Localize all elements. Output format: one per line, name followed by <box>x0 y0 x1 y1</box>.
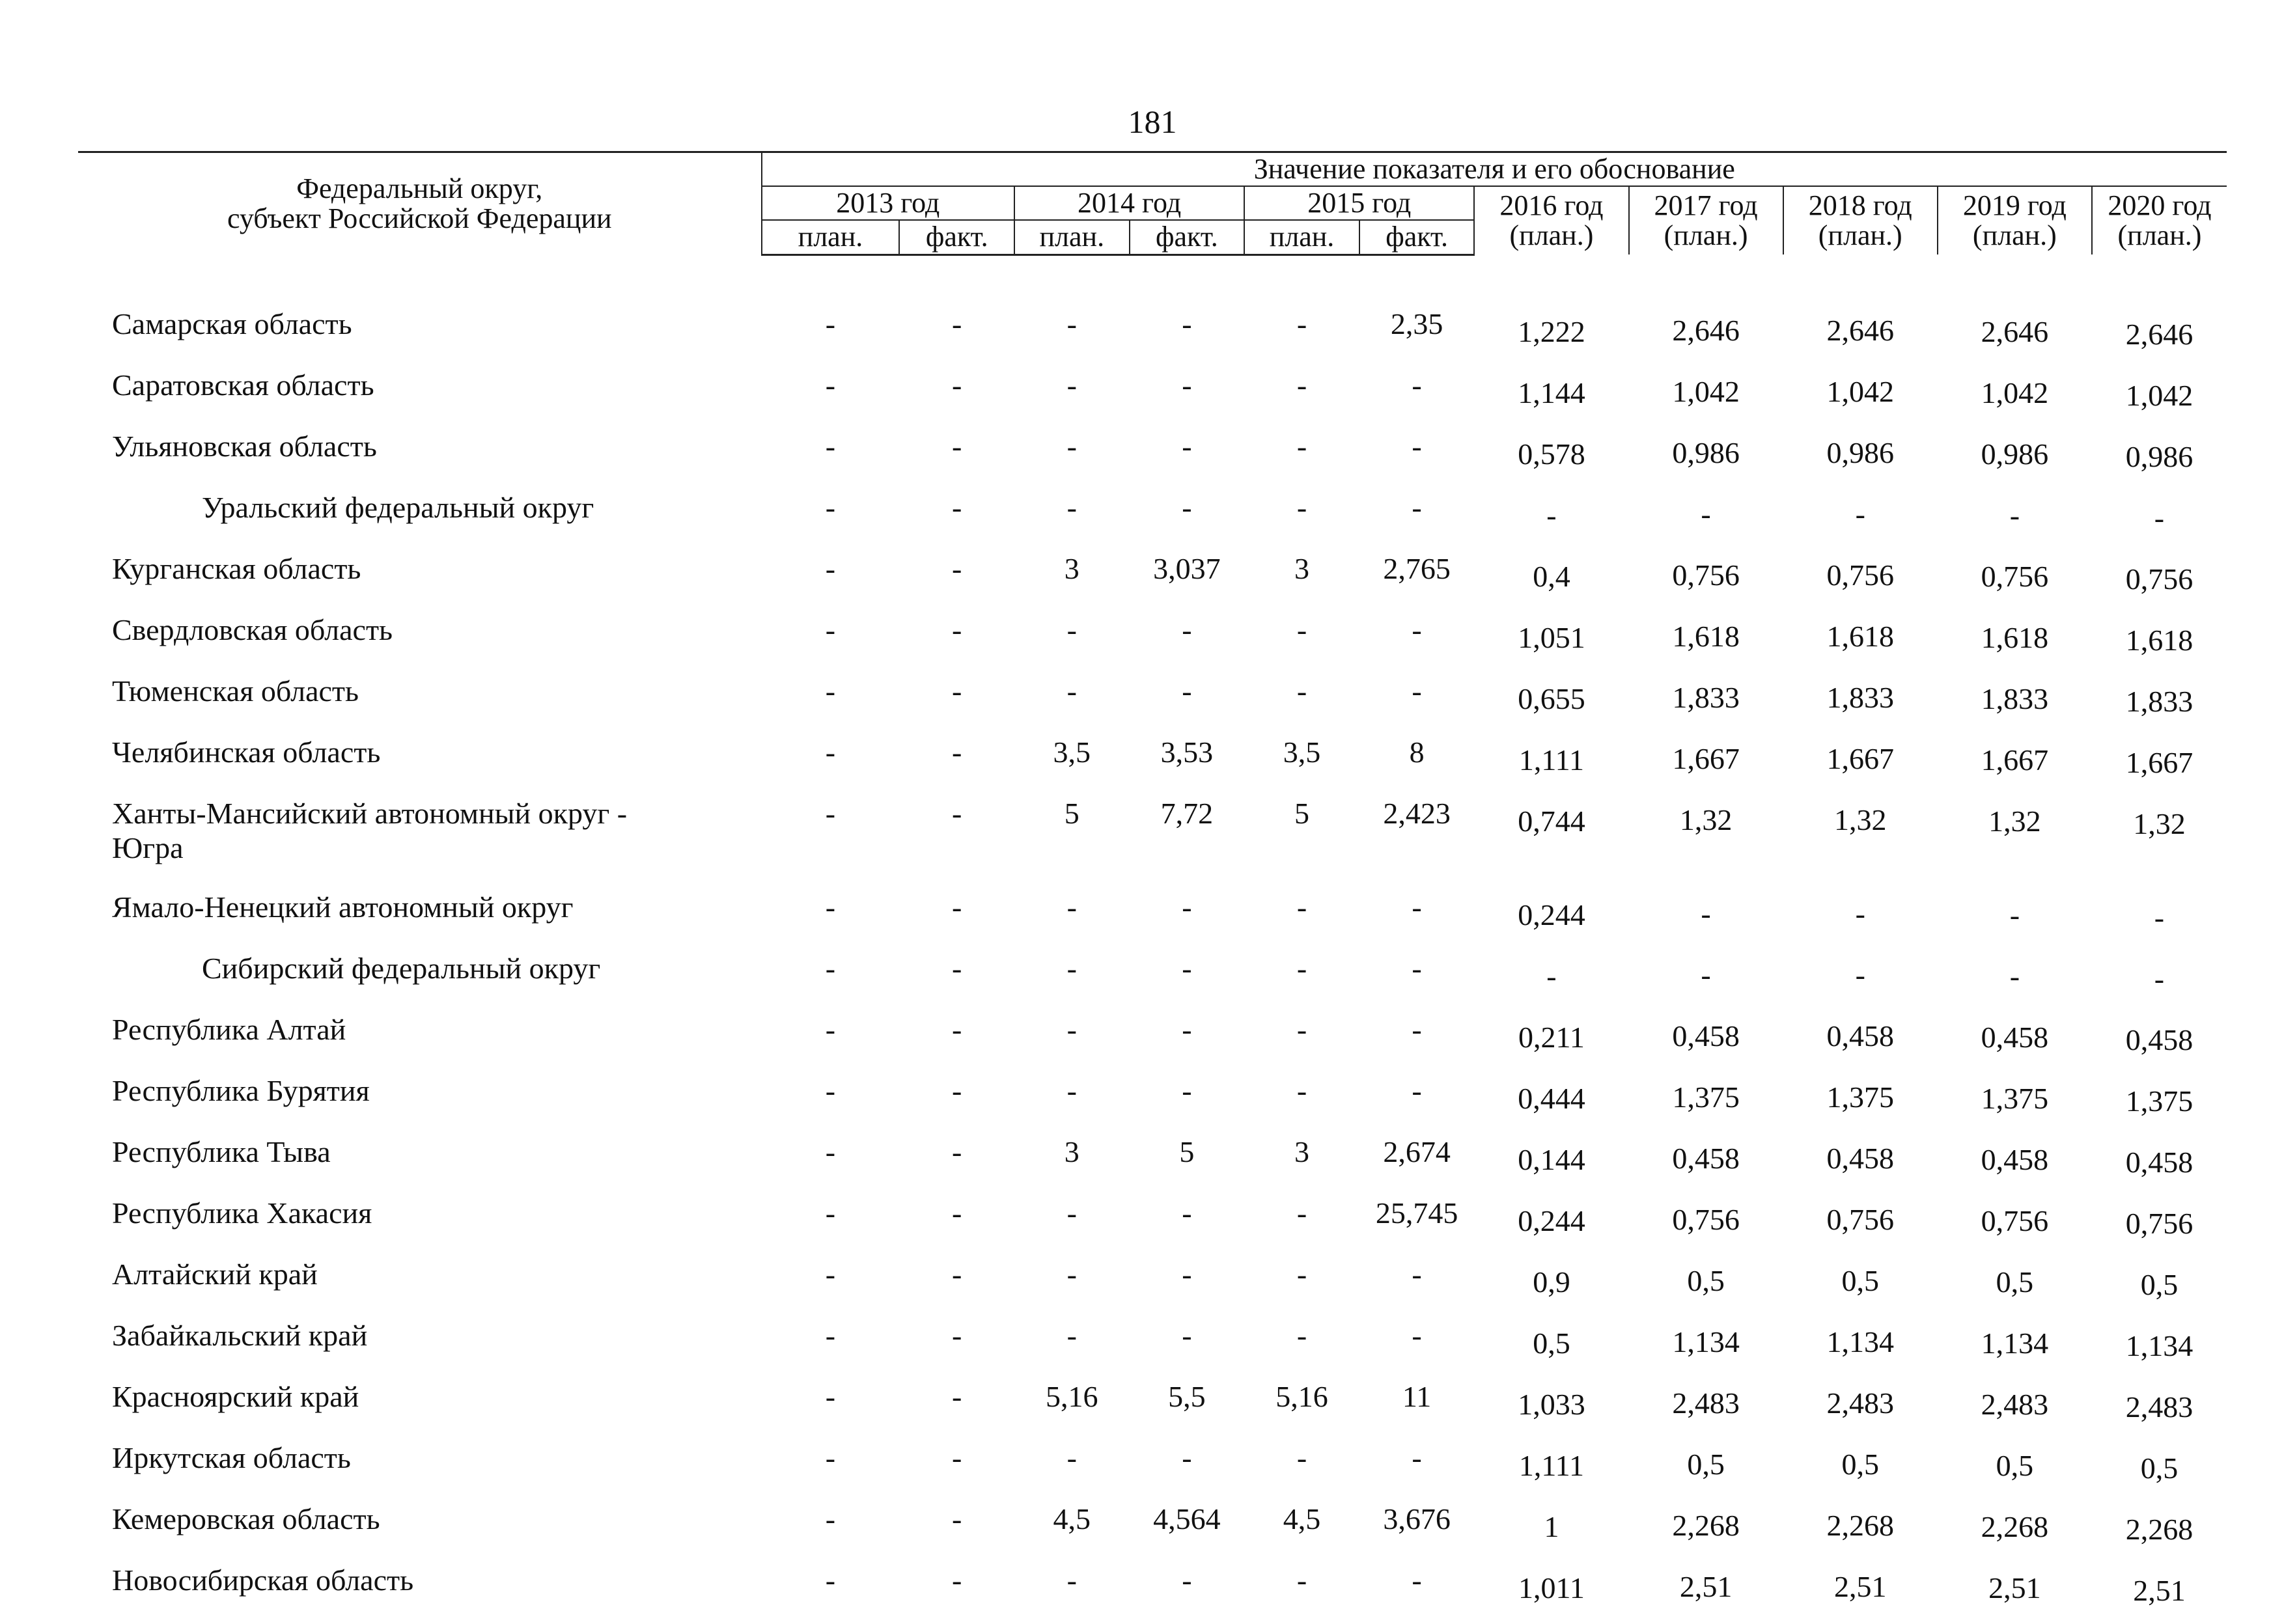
value-plan-2014: - <box>1066 1440 1077 1474</box>
value-fact-2015: 2,765 <box>1383 551 1451 585</box>
value-plan-2018: 0,458 <box>1826 1019 1894 1053</box>
value-plan-2015: - <box>1296 1257 1307 1291</box>
value-plan-2014: - <box>1066 674 1077 708</box>
value-plan-2020: 0,458 <box>2125 1023 2193 1056</box>
value-plan-2013: - <box>825 490 836 524</box>
value-fact-2015: 25,745 <box>1375 1196 1458 1230</box>
value-fact-2013: - <box>952 890 962 924</box>
value-plan-2020: 1,042 <box>2125 378 2193 412</box>
value-plan-2016: 1,051 <box>1518 620 1585 654</box>
value-plan-2018: 0,458 <box>1826 1141 1894 1175</box>
value-fact-2015: 2,423 <box>1383 796 1451 830</box>
value-plan-2016: 0,4 <box>1533 559 1570 593</box>
value-plan-2018: - <box>1855 896 1865 930</box>
value-plan-2020: 1,32 <box>2133 806 2186 840</box>
value-plan-2017: - <box>1701 896 1711 930</box>
value-plan-2019: 1,375 <box>1981 1081 2049 1115</box>
value-plan-2016: 0,244 <box>1518 1204 1585 1237</box>
value-fact-2014: - <box>1182 1012 1192 1046</box>
value-plan-2013: - <box>825 1379 836 1413</box>
table-row <box>78 490 2227 551</box>
year-2014-header: 2014 год <box>1014 186 1244 220</box>
value-plan-2015: - <box>1296 1318 1307 1352</box>
page-number: 181 <box>1128 103 1177 140</box>
value-plan-2017: - <box>1701 957 1711 991</box>
region-name: Забайкальский край <box>112 1318 368 1352</box>
value-plan-2018: 2,51 <box>1833 1569 1887 1603</box>
value-fact-2014: 3,037 <box>1153 551 1221 585</box>
table-row <box>78 1318 2227 1379</box>
value-fact-2013: - <box>952 735 962 769</box>
value-fact-2015: - <box>1412 1563 1422 1597</box>
plan-2015-header: план. <box>1244 220 1359 255</box>
fact-2014-header: факт. <box>1130 220 1245 255</box>
value-fact-2013: - <box>952 1440 962 1474</box>
value-plan-2013: - <box>825 1012 836 1046</box>
value-plan-2014: - <box>1066 307 1077 340</box>
value-plan-2017: 0,458 <box>1672 1019 1740 1053</box>
value-plan-2019: - <box>2009 498 2020 532</box>
value-fact-2013: - <box>952 551 962 585</box>
region-name: Тюменская область <box>112 674 359 708</box>
value-plan-2017: 2,483 <box>1672 1386 1740 1420</box>
value-fact-2013: - <box>952 1012 962 1046</box>
value-plan-2018: 1,134 <box>1826 1325 1894 1358</box>
table-row <box>78 735 2227 796</box>
value-plan-2013: - <box>825 951 836 985</box>
value-plan-2018: 0,756 <box>1826 558 1894 592</box>
table-row <box>78 890 2227 951</box>
value-plan-2013: - <box>825 1196 836 1230</box>
value-plan-2014: - <box>1066 1012 1077 1046</box>
value-plan-2019: 2,51 <box>1988 1571 2041 1604</box>
table-row <box>78 1502 2227 1563</box>
value-plan-2019: 2,646 <box>1981 314 2049 348</box>
table-row <box>78 951 2227 1012</box>
value-fact-2015: - <box>1412 951 1422 985</box>
value-plan-2015: - <box>1296 612 1307 646</box>
value-fact-2014: - <box>1182 612 1192 646</box>
value-fact-2014: - <box>1182 307 1192 340</box>
value-plan-2017: 0,986 <box>1672 435 1740 469</box>
value-plan-2013: - <box>825 1073 836 1107</box>
value-plan-2015: - <box>1296 490 1307 524</box>
value-plan-2017: - <box>1701 497 1711 530</box>
value-plan-2013: - <box>825 612 836 646</box>
value-plan-2018: 2,483 <box>1826 1386 1894 1420</box>
value-plan-2015: - <box>1296 674 1307 708</box>
table-row <box>78 368 2227 429</box>
value-plan-2018: 1,32 <box>1833 803 1887 836</box>
value-plan-2019: - <box>2009 898 2020 931</box>
table-row <box>78 796 2227 890</box>
value-plan-2017: 1,32 <box>1679 803 1733 836</box>
value-plan-2014: - <box>1066 1318 1077 1352</box>
year-2016-header: 2016 год (план.) <box>1474 186 1628 255</box>
value-plan-2013: - <box>825 1135 836 1168</box>
value-plan-2019: 1,667 <box>1981 743 2049 777</box>
value-plan-2019: 2,483 <box>1981 1387 2049 1421</box>
value-fact-2013: - <box>952 1257 962 1291</box>
table-row <box>78 1379 2227 1440</box>
value-plan-2015: 3 <box>1294 1135 1309 1168</box>
value-fact-2013: - <box>952 307 962 340</box>
region-name: Самарская область <box>112 307 352 340</box>
value-fact-2014: - <box>1182 674 1192 708</box>
value-fact-2014: 3,53 <box>1160 735 1214 769</box>
value-plan-2014: 5,16 <box>1046 1379 1098 1413</box>
region-name: Свердловская область <box>112 612 393 646</box>
value-fact-2015: 2,35 <box>1390 307 1443 340</box>
value-plan-2014: 3 <box>1064 1135 1079 1168</box>
table-row <box>78 1563 2227 1624</box>
value-plan-2019: 0,458 <box>1981 1142 2049 1176</box>
value-plan-2017: 1,618 <box>1672 619 1740 653</box>
value-fact-2014: - <box>1182 490 1192 524</box>
value-plan-2015: - <box>1296 368 1307 402</box>
plan-2014-header: план. <box>1014 220 1130 255</box>
value-plan-2020: - <box>2154 900 2165 934</box>
value-plan-2017: 1,134 <box>1672 1325 1740 1358</box>
value-plan-2020: 0,5 <box>2140 1267 2179 1301</box>
value-fact-2013: - <box>952 674 962 708</box>
value-fact-2013: - <box>952 429 962 463</box>
table-row <box>78 1135 2227 1196</box>
value-fact-2015: - <box>1412 1073 1422 1107</box>
year-2020-header: 2020 год (план.) <box>2092 186 2227 255</box>
value-plan-2015: - <box>1296 1440 1307 1474</box>
region-name: Челябинская область <box>112 735 381 769</box>
value-plan-2013: - <box>825 1502 836 1535</box>
value-plan-2020: - <box>2154 501 2165 534</box>
value-plan-2013: - <box>825 551 836 585</box>
value-plan-2015: - <box>1296 1196 1307 1230</box>
value-plan-2016: 0,211 <box>1518 1020 1585 1054</box>
value-fact-2014: - <box>1182 951 1192 985</box>
value-plan-2019: 1,833 <box>1981 681 2049 715</box>
value-plan-2017: 0,756 <box>1672 558 1740 592</box>
district-name: Сибирский федеральный округ <box>202 951 601 985</box>
value-plan-2016: 0,5 <box>1533 1326 1570 1360</box>
value-plan-2017: 1,042 <box>1672 374 1740 408</box>
value-plan-2020: 2,268 <box>2125 1512 2193 1546</box>
table-row <box>78 612 2227 674</box>
value-plan-2020: 2,51 <box>2133 1573 2186 1607</box>
value-plan-2018: 2,646 <box>1826 313 1894 347</box>
value-plan-2013: - <box>825 674 836 708</box>
value-plan-2020: 1,134 <box>2125 1328 2193 1362</box>
value-plan-2015: - <box>1296 429 1307 463</box>
value-fact-2015: - <box>1412 429 1422 463</box>
value-plan-2013: - <box>825 1440 836 1474</box>
value-fact-2015: 8 <box>1409 735 1425 769</box>
region-name: Республика Хакасия <box>112 1196 372 1230</box>
table-row <box>78 307 2227 368</box>
value-plan-2013: - <box>825 368 836 402</box>
value-plan-2016: 0,9 <box>1533 1265 1570 1299</box>
table-row <box>78 1196 2227 1257</box>
value-fact-2013: - <box>952 1563 962 1597</box>
value-fact-2014: - <box>1182 1196 1192 1230</box>
value-plan-2015: - <box>1296 307 1307 340</box>
region-name: Ямало-Ненецкий автономный округ <box>112 890 574 924</box>
region-name: Алтайский край <box>112 1257 318 1291</box>
value-fact-2014: - <box>1182 1563 1192 1597</box>
value-plan-2013: - <box>825 307 836 340</box>
table-header <box>78 152 2227 255</box>
value-plan-2016: 0,144 <box>1518 1142 1585 1176</box>
value-plan-2017: 0,756 <box>1672 1202 1740 1236</box>
value-plan-2013: - <box>825 1318 836 1352</box>
value-plan-2013: - <box>825 796 836 830</box>
value-fact-2015: - <box>1412 612 1422 646</box>
region-name: Ульяновская область <box>112 429 377 463</box>
value-fact-2015: - <box>1412 1012 1422 1046</box>
value-plan-2018: 0,756 <box>1826 1202 1894 1236</box>
value-plan-2014: 3 <box>1064 551 1079 585</box>
value-fact-2013: - <box>952 1196 962 1230</box>
value-plan-2014: - <box>1066 890 1077 924</box>
value-fact-2014: - <box>1182 1440 1192 1474</box>
value-plan-2019: 1,042 <box>1981 376 2049 409</box>
value-fact-2013: - <box>952 368 962 402</box>
value-fact-2015: - <box>1412 1440 1422 1474</box>
value-plan-2014: - <box>1066 1196 1077 1230</box>
indicator-header: Значение показателя и его обоснование <box>762 152 2227 187</box>
plan-2013-header: план. <box>762 220 900 255</box>
value-plan-2013: - <box>825 429 836 463</box>
value-plan-2013: - <box>825 1257 836 1291</box>
value-plan-2019: 0,5 <box>1996 1448 2034 1482</box>
table-row <box>78 674 2227 735</box>
value-plan-2016: 1,011 <box>1518 1571 1585 1604</box>
region-name: Кемеровская область <box>112 1502 380 1535</box>
year-2013-header: 2013 год <box>762 186 1015 220</box>
value-plan-2020: 1,667 <box>2125 745 2193 779</box>
value-plan-2017: 1,833 <box>1672 680 1740 714</box>
district-name: Уральский федеральный округ <box>202 490 594 524</box>
value-plan-2016: 0,655 <box>1518 681 1585 715</box>
region-name: Новосибирская область <box>112 1563 414 1597</box>
region-name: Красноярский край <box>112 1379 359 1413</box>
value-plan-2013: - <box>825 1563 836 1597</box>
value-fact-2013: - <box>952 612 962 646</box>
value-fact-2015: - <box>1412 368 1422 402</box>
value-plan-2020: 0,756 <box>2125 1206 2193 1240</box>
year-2017-header: 2017 год (план.) <box>1629 186 1783 255</box>
value-plan-2016: 1,144 <box>1518 376 1585 409</box>
region-name: Курганская область <box>112 551 361 585</box>
value-fact-2014: - <box>1182 429 1192 463</box>
value-plan-2014: 5 <box>1064 796 1079 830</box>
value-plan-2014: - <box>1066 612 1077 646</box>
value-plan-2017: 2,646 <box>1672 313 1740 347</box>
value-plan-2019: 1,32 <box>1988 804 2041 838</box>
value-fact-2014: - <box>1182 890 1192 924</box>
value-plan-2020: 0,5 <box>2140 1451 2179 1485</box>
value-plan-2014: - <box>1066 951 1077 985</box>
value-fact-2015: - <box>1412 490 1422 524</box>
value-fact-2015: 2,674 <box>1383 1135 1451 1168</box>
value-plan-2015: - <box>1296 1563 1307 1597</box>
value-plan-2017: 1,667 <box>1672 741 1740 775</box>
value-fact-2015: - <box>1412 674 1422 708</box>
value-fact-2013: - <box>952 1502 962 1535</box>
value-plan-2017: 2,51 <box>1679 1569 1733 1603</box>
region-name: Республика Бурятия <box>112 1073 370 1107</box>
value-plan-2014: - <box>1066 429 1077 463</box>
value-fact-2014: 5 <box>1179 1135 1195 1168</box>
value-plan-2020: 0,458 <box>2125 1145 2193 1179</box>
value-plan-2019: 0,5 <box>1996 1265 2034 1299</box>
value-plan-2018: 1,833 <box>1826 680 1894 714</box>
year-2015-header: 2015 год <box>1244 186 1474 220</box>
value-plan-2015: 5 <box>1294 796 1309 830</box>
value-plan-2016: 1,033 <box>1518 1387 1585 1421</box>
value-plan-2019: 0,458 <box>1981 1020 2049 1054</box>
value-plan-2020: 2,483 <box>2125 1390 2193 1424</box>
region-name: Саратовская область <box>112 368 374 402</box>
table-body <box>78 255 2227 1624</box>
fact-2015-header: факт. <box>1359 220 1475 255</box>
value-plan-2020: 2,646 <box>2125 317 2193 351</box>
value-plan-2014: - <box>1066 368 1077 402</box>
value-plan-2018: 0,986 <box>1826 435 1894 469</box>
value-plan-2015: - <box>1296 1012 1307 1046</box>
year-2019-header: 2019 год (план.) <box>1938 186 2092 255</box>
value-plan-2015: 3,5 <box>1283 735 1321 769</box>
value-plan-2018: 1,375 <box>1826 1080 1894 1114</box>
value-plan-2016: 1 <box>1544 1509 1559 1543</box>
value-plan-2014: - <box>1066 490 1077 524</box>
value-fact-2013: - <box>952 1073 962 1107</box>
value-plan-2018: 1,667 <box>1826 741 1894 775</box>
value-plan-2016: 1,111 <box>1518 743 1584 777</box>
value-plan-2020: 1,618 <box>2125 623 2193 657</box>
table-row <box>78 1012 2227 1073</box>
value-plan-2019: 1,134 <box>1981 1326 2049 1360</box>
region-name: Республика Тыва <box>112 1135 331 1168</box>
value-plan-2013: - <box>825 735 836 769</box>
value-plan-2016: - <box>1546 498 1557 532</box>
region-column-header: Федеральный округ, субъект Российской Федерации <box>78 152 762 255</box>
table-row <box>78 1440 2227 1502</box>
table-row <box>78 1073 2227 1135</box>
value-fact-2014: 5,5 <box>1168 1379 1206 1413</box>
table-row <box>78 551 2227 612</box>
region-name: Республика Алтай <box>112 1012 346 1046</box>
value-fact-2015: - <box>1412 1257 1422 1291</box>
value-plan-2019: 0,986 <box>1981 437 2049 471</box>
value-plan-2016: 1,111 <box>1518 1448 1584 1482</box>
value-fact-2014: - <box>1182 368 1192 402</box>
value-fact-2015: 11 <box>1402 1379 1432 1413</box>
value-plan-2013: - <box>825 890 836 924</box>
value-fact-2013: - <box>952 1135 962 1168</box>
value-plan-2017: 1,375 <box>1672 1080 1740 1114</box>
value-plan-2018: 1,042 <box>1826 374 1894 408</box>
value-plan-2017: 0,5 <box>1687 1263 1725 1297</box>
value-fact-2015: - <box>1412 890 1422 924</box>
value-fact-2013: - <box>952 1379 962 1413</box>
value-fact-2014: - <box>1182 1073 1192 1107</box>
value-plan-2019: 0,756 <box>1981 1204 2049 1237</box>
value-plan-2014: 4,5 <box>1053 1502 1091 1535</box>
fact-2013-header: факт. <box>899 220 1014 255</box>
value-fact-2014: - <box>1182 1318 1192 1352</box>
value-plan-2017: 2,268 <box>1672 1508 1740 1542</box>
value-fact-2015: - <box>1412 1318 1422 1352</box>
value-plan-2014: - <box>1066 1257 1077 1291</box>
value-plan-2016: - <box>1546 959 1557 993</box>
value-plan-2018: - <box>1855 957 1865 991</box>
value-plan-2018: 0,5 <box>1841 1447 1879 1481</box>
value-plan-2015: 4,5 <box>1283 1502 1321 1535</box>
value-fact-2014: 7,72 <box>1160 796 1214 830</box>
value-plan-2015: - <box>1296 951 1307 985</box>
value-plan-2020: - <box>2154 961 2165 995</box>
value-plan-2015: - <box>1296 890 1307 924</box>
table-row <box>78 429 2227 490</box>
value-fact-2014: 4,564 <box>1153 1502 1221 1535</box>
value-plan-2016: 0,244 <box>1518 898 1585 931</box>
value-plan-2017: 0,458 <box>1672 1141 1740 1175</box>
value-plan-2018: 0,5 <box>1841 1263 1879 1297</box>
value-plan-2019: - <box>2009 959 2020 993</box>
value-plan-2019: 2,268 <box>1981 1509 2049 1543</box>
value-plan-2016: 0,578 <box>1518 437 1585 471</box>
value-plan-2019: 0,756 <box>1981 559 2049 593</box>
value-plan-2015: 5,16 <box>1275 1379 1328 1413</box>
value-fact-2014: - <box>1182 1257 1192 1291</box>
value-plan-2019: 1,618 <box>1981 620 2049 654</box>
value-plan-2014: 3,5 <box>1053 735 1091 769</box>
value-plan-2016: 0,744 <box>1518 804 1585 838</box>
indicator-table <box>78 151 2227 1624</box>
region-name: Иркутская область <box>112 1440 351 1474</box>
value-plan-2020: 0,986 <box>2125 439 2193 473</box>
value-fact-2013: - <box>952 951 962 985</box>
year-2018-header: 2018 год (план.) <box>1783 186 1938 255</box>
value-plan-2017: 0,5 <box>1687 1447 1725 1481</box>
value-plan-2015: 3 <box>1294 551 1309 585</box>
value-plan-2020: 1,375 <box>2125 1084 2193 1118</box>
value-fact-2013: - <box>952 490 962 524</box>
value-plan-2018: 1,618 <box>1826 619 1894 653</box>
value-plan-2020: 1,833 <box>2125 684 2193 718</box>
value-plan-2016: 1,222 <box>1518 314 1585 348</box>
value-plan-2018: 2,268 <box>1826 1508 1894 1542</box>
value-fact-2015: 3,676 <box>1383 1502 1451 1535</box>
table-row <box>78 1257 2227 1318</box>
value-fact-2013: - <box>952 1318 962 1352</box>
value-plan-2014: - <box>1066 1563 1077 1597</box>
value-fact-2013: - <box>952 796 962 830</box>
value-plan-2016: 0,444 <box>1518 1081 1585 1115</box>
region-name: Ханты-Мансийский автономный округ - Югра <box>112 796 628 864</box>
value-plan-2015: - <box>1296 1073 1307 1107</box>
value-plan-2020: 0,756 <box>2125 562 2193 596</box>
value-plan-2018: - <box>1855 497 1865 530</box>
value-plan-2014: - <box>1066 1073 1077 1107</box>
